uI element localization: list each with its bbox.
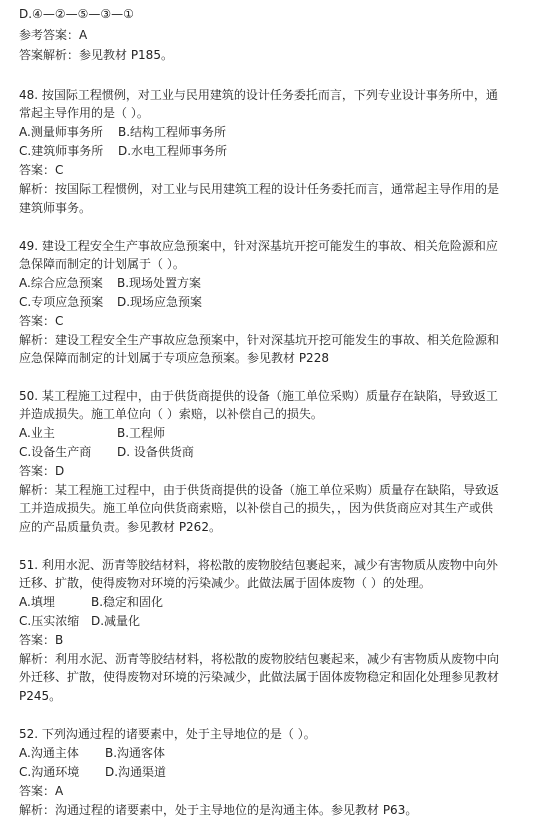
- q50-explanation-line-1: 解析：某工程施工过程中，由于供货商提供的设备（施工单位采购）质量存在缺陷，导致返: [19, 483, 500, 497]
- q51-option-c: C.压实浓缩: [19, 614, 80, 628]
- q48-option-d: D.水电工程师事务所: [118, 144, 228, 158]
- q51-stem-line-2: 迁移、扩散，使得废物对环境的污染减少。此做法属于固体废物（ ）的处理。: [19, 576, 431, 590]
- q50-option-c: C.设备生产商: [19, 445, 92, 459]
- q49-answer: 答案：C: [19, 314, 64, 328]
- q49-option-c: C.专项应急预案: [19, 295, 104, 309]
- q51-option-a: A.填埋: [19, 595, 55, 609]
- q49-stem-line-1: 49. 建设工程安全生产事故应急预案中，针对深基坑开挖可能发生的事故、相关危险源和应: [19, 239, 498, 253]
- q51-explanation-line-2: 外迁移、扩散，使得废物对环境的污染减少，此做法属于固体废物稳定和固化处理参见教材: [19, 670, 500, 684]
- q49-option-b: B.现场处置方案: [117, 276, 202, 290]
- q49-option-a: A.综合应急预案: [19, 276, 103, 290]
- q52-option-c: C.沟通环境: [19, 765, 80, 779]
- q48-option-a: A.测量师事务所: [19, 125, 103, 139]
- prev-explanation: 答案解析：参见教材 P185。: [19, 48, 173, 62]
- q51-explanation-line-1: 解析：利用水泥、沥青等胶结材料，将松散的废物胶结包裹起来，减少有害物质从废物中向: [19, 652, 500, 666]
- q50-option-b: B.工程师: [117, 426, 166, 440]
- q50-answer: 答案：D: [19, 464, 65, 478]
- q49-explanation-line-1: 解析：建设工程安全生产事故应急预案中，针对深基坑开挖可能发生的事故、相关危险源和: [19, 333, 500, 347]
- q52-option-a: A.沟通主体: [19, 746, 79, 760]
- q50-option-d: D. 设备供货商: [117, 445, 194, 459]
- prev-option-d: D.④—②—⑤—③—①: [19, 7, 134, 21]
- q50-option-a: A.业主: [19, 426, 55, 440]
- q51-option-b: B.稳定和固化: [91, 595, 164, 609]
- q48-option-c: C.建筑师事务所: [19, 144, 104, 158]
- q48-answer: 答案：C: [19, 163, 64, 177]
- q48-stem-line-1: 48. 按国际工程惯例，对工业与民用建筑的设计任务委托而言，下列专业设计事务所中，通: [19, 88, 498, 102]
- q49-explanation-line-2: 应急保障而制定的计划属于专项应急预案。参见教材 P228: [19, 351, 329, 365]
- q48-stem-line-2: 常起主导作用的是（ ）。: [19, 106, 149, 120]
- q49-option-d: D.现场应急预案: [117, 295, 203, 309]
- q52-stem-line-1: 52. 下列沟通过程的诸要素中，处于主导地位的是（ ）。: [19, 727, 316, 741]
- q52-option-b: B.沟通客体: [105, 746, 166, 760]
- q51-option-d: D.减量化: [91, 614, 141, 628]
- q49-stem-line-2: 急保障而制定的计划属于（ ）。: [19, 257, 185, 271]
- q51-explanation-line-3: P245。: [19, 689, 62, 703]
- prev-answer: 参考答案：A: [19, 28, 88, 42]
- q51-stem-line-1: 51. 利用水泥、沥青等胶结材料，将松散的废物胶结包裹起来，减少有害物质从废物中向外: [19, 558, 498, 572]
- q50-stem-line-1: 50. 某工程施工过程中，由于供货商提供的设备（施工单位采购）质量存在缺陷，导致返工: [19, 389, 498, 403]
- q50-explanation-line-3: 应的产品质量负责。参见教材 P262。: [19, 520, 221, 534]
- q50-stem-line-2: 并造成损失。施工单位向（ ）索赔，以补偿自己的损失。: [19, 407, 323, 421]
- q52-answer: 答案：A: [19, 784, 64, 798]
- q48-explanation-line-2: 建筑师事务。: [19, 201, 92, 215]
- q52-option-d: D.沟通渠道: [105, 765, 167, 779]
- q50-explanation-line-2: 工并造成损失。施工单位向供货商索赔，以补偿自己的损失，，因为供货商应对其生产或供: [19, 501, 494, 515]
- q48-option-b: B.结构工程师事务所: [118, 125, 227, 139]
- q52-explanation-line-1: 解析：沟通过程的诸要素中，处于主导地位的是沟通主体。参见教材 P63。: [19, 803, 418, 817]
- q48-explanation-line-1: 解析：按国际工程惯例，对工业与民用建筑工程的设计任务委托而言，通常起主导作用的是: [19, 182, 500, 196]
- q51-answer: 答案：B: [19, 633, 64, 647]
